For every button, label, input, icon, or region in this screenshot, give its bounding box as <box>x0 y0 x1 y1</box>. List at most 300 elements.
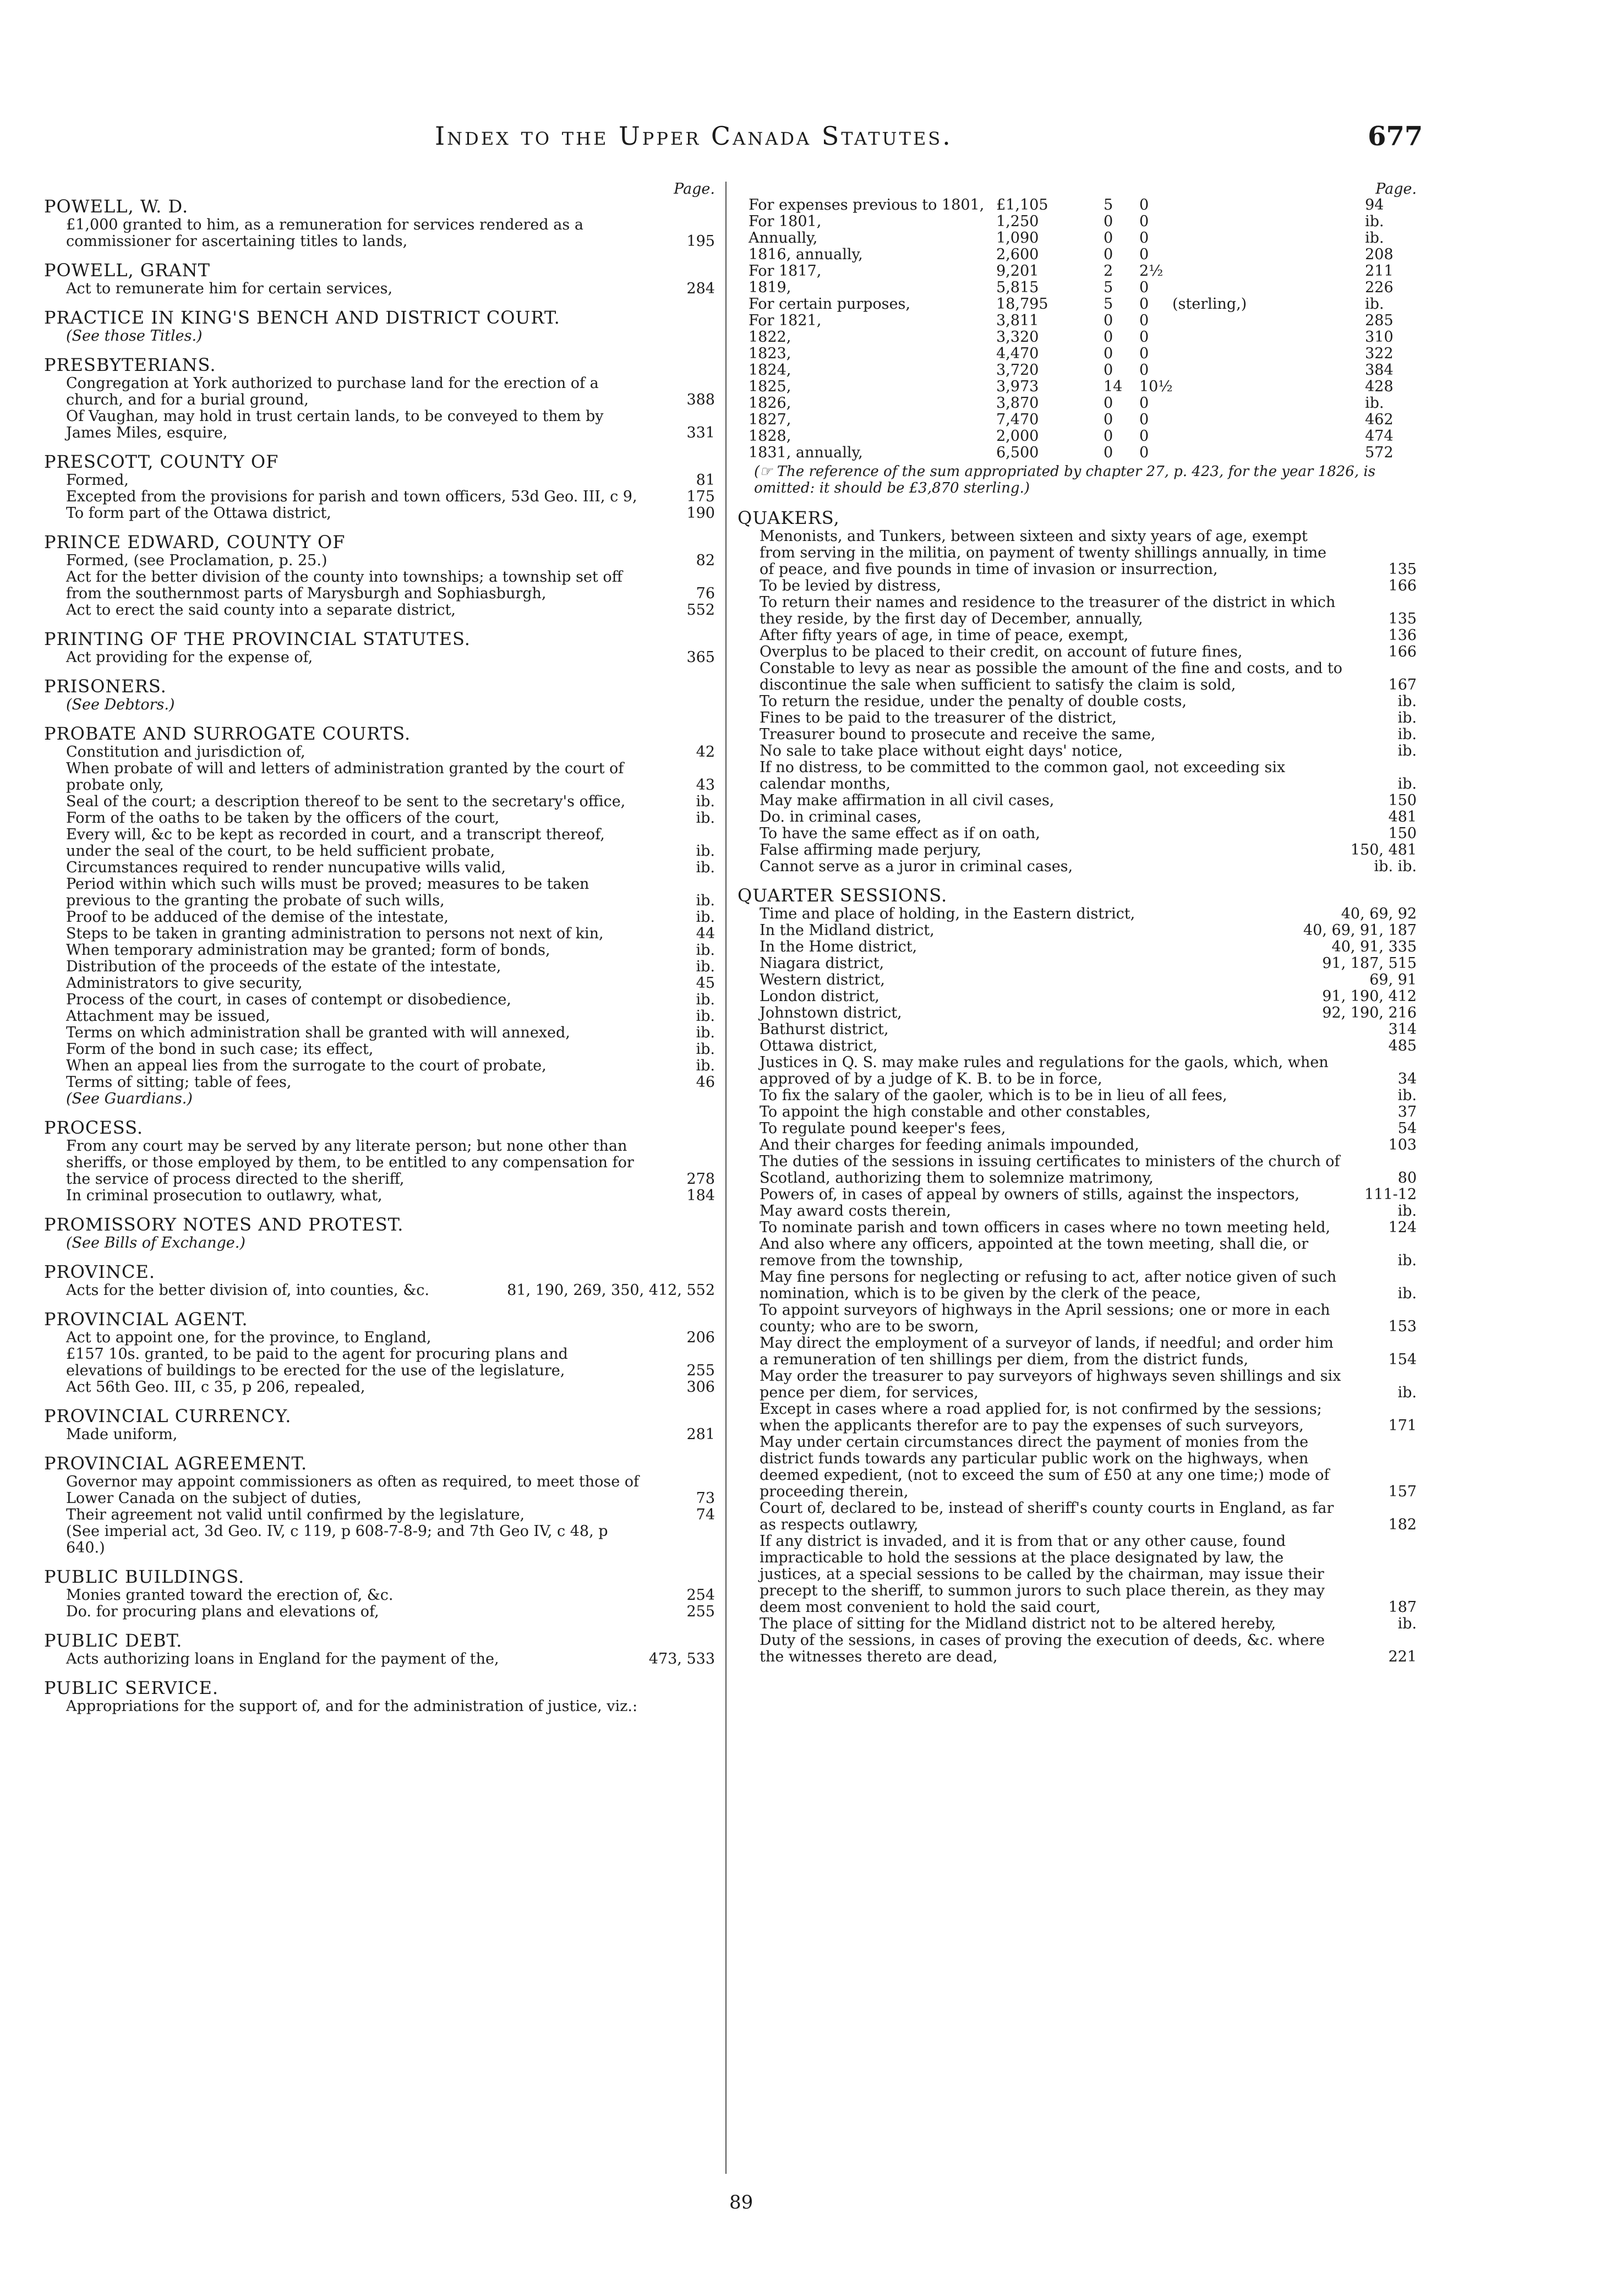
appropriations-note: (☞ The reference of the sum appropriated by chapter 27, p. 423, for the year 1826, is omitted: it should be £3,870 sterling.) <box>754 463 1375 496</box>
fin-amount: 2,600 <box>996 246 1039 263</box>
index-item <box>738 1087 1420 1104</box>
entry-heading: PROMISSORY NOTES AND PROTEST. <box>44 1214 404 1235</box>
item-text: May award costs therein, <box>760 1202 951 1220</box>
index-item <box>738 906 1420 922</box>
index-item <box>738 710 1420 726</box>
index-item <box>738 1368 1420 1401</box>
fin-label: 1819, <box>749 279 791 296</box>
index-item <box>738 627 1420 644</box>
appropriation-row <box>738 362 1420 379</box>
item-page: 190 <box>686 505 715 522</box>
item-text: In the Midland district, <box>760 922 935 939</box>
index-item <box>44 553 718 569</box>
item-page: 135 <box>1388 561 1417 578</box>
entry-heading: QUAKERS, <box>738 507 840 528</box>
fin-shillings: 5 <box>1104 279 1113 296</box>
index-item <box>738 528 1420 578</box>
item-text: Act to remunerate him for certain services, <box>66 280 393 297</box>
item-page: 206 <box>686 1329 715 1346</box>
index-item <box>44 505 718 522</box>
index-entry <box>44 1215 718 1251</box>
fin-shillings: 0 <box>1104 312 1113 329</box>
item-page: 80 <box>1397 1169 1417 1187</box>
index-entry <box>44 1631 718 1668</box>
item-page: 365 <box>686 649 715 666</box>
fin-pence: 0 <box>1139 229 1149 247</box>
index-item <box>738 1269 1420 1302</box>
item-page: ib. <box>696 1057 715 1074</box>
index-item <box>44 1698 718 1715</box>
index-entry <box>738 509 1420 875</box>
index-item <box>44 1058 718 1074</box>
index-item <box>44 761 718 794</box>
item-page: 331 <box>686 424 715 441</box>
item-text: Every will, &c to be kept as recorded in court, and a transcript thereof, under the seal of the court, to be held sufficient probate, <box>66 826 605 860</box>
index-item <box>44 1330 718 1346</box>
item-page: 69, 91 <box>1369 971 1417 988</box>
fin-amount: 6,500 <box>996 444 1039 461</box>
fin-pence: 10½ <box>1139 378 1173 395</box>
index-item <box>738 792 1420 809</box>
item-text: Attachment may be issued, <box>66 1008 270 1025</box>
index-item <box>738 1401 1420 1434</box>
index-entry <box>44 533 718 619</box>
index-item <box>738 1120 1420 1137</box>
item-page: 81, 190, 269, 350, 412, 552 <box>507 1282 715 1299</box>
index-item <box>738 1236 1420 1269</box>
index-entry <box>44 308 718 345</box>
item-page: 284 <box>686 280 715 297</box>
index-item <box>44 1604 718 1620</box>
fin-pence: 0 <box>1139 312 1149 329</box>
appropriation-row <box>738 329 1420 346</box>
item-text: Cannot serve as a juror in criminal cases, <box>760 858 1073 875</box>
item-page: 195 <box>686 233 715 250</box>
fin-page: ib. <box>1365 213 1384 230</box>
appropriation-row <box>738 379 1420 395</box>
item-text: Do. in criminal cases, <box>760 808 922 826</box>
fin-shillings: 0 <box>1104 246 1113 263</box>
entry-heading: PRACTICE IN KING'S BENCH AND DISTRICT COURT. <box>44 307 560 328</box>
item-text: When probate of will and letters of administration granted by the court of probate only, <box>66 760 624 794</box>
index-item <box>44 1138 718 1188</box>
item-page: 136 <box>1388 627 1417 644</box>
index-item <box>738 743 1420 759</box>
fin-pence: 0 <box>1139 428 1149 445</box>
right-column <box>738 182 1420 2197</box>
item-page: 111-12 <box>1364 1186 1417 1203</box>
fin-shillings: 0 <box>1104 428 1113 445</box>
item-text: To form part of the Ottawa district, <box>66 505 331 522</box>
fin-shillings: 0 <box>1104 329 1113 346</box>
index-entry <box>738 886 1420 1665</box>
item-page: ib. <box>1397 1202 1417 1220</box>
index-item <box>738 1632 1420 1665</box>
index-item <box>738 922 1420 939</box>
index-item <box>738 955 1420 972</box>
index-entry <box>44 1679 718 1715</box>
item-page: 40, 69, 92 <box>1341 905 1417 922</box>
item-text: Form of the bond in such case; its effect, <box>66 1041 374 1058</box>
index-item <box>738 1154 1420 1187</box>
fin-amount: 7,470 <box>996 411 1039 428</box>
item-text: Period within which such wills must be proved; measures to be taken previous to the granting the probate of such wills, <box>66 876 589 909</box>
fin-pence: 0 <box>1139 395 1149 412</box>
item-text: Formed, (see Proclamation, p. 25.) <box>66 552 327 569</box>
item-page: 187 <box>1388 1599 1417 1616</box>
item-page: ib. <box>1397 742 1417 759</box>
item-text: £157 10s. granted, to be paid to the agent for procuring plans and elevations of buildings to be erected for the use of the legislature, <box>66 1346 568 1379</box>
item-text: When an appeal lies from the surrogate to the court of probate, <box>66 1057 547 1074</box>
item-text: To return their names and residence to the treasurer of the district in which they reside, by the first day of December, annually, <box>760 594 1336 627</box>
item-text: Proof to be adduced of the demise of the intestate, <box>66 909 449 926</box>
item-text: To regulate pound keeper's fees, <box>760 1120 1006 1137</box>
item-text: Terms on which administration shall be granted with will annexed, <box>66 1024 570 1041</box>
fin-pence: 0 <box>1139 213 1149 230</box>
fin-label: For 1801, <box>749 213 822 230</box>
fin-amount: £1,105 <box>996 196 1048 214</box>
item-page: 166 <box>1388 643 1417 660</box>
item-text: Monies granted toward the erection of, &c. <box>66 1587 394 1604</box>
fin-shillings: 0 <box>1104 362 1113 379</box>
index-item <box>44 1426 718 1443</box>
item-text: Governor may appoint commissioners as often as required, to meet those of Lower Canada on the subject of duties, <box>66 1473 640 1507</box>
appropriation-row <box>738 230 1420 247</box>
item-page: ib. <box>696 843 715 860</box>
appropriation-row <box>738 247 1420 263</box>
item-text: Distribution of the proceeds of the estate of the intestate, <box>66 958 501 975</box>
index-item <box>44 1282 718 1299</box>
index-item <box>738 1054 1420 1087</box>
item-text: May make affirmation in all civil cases, <box>760 792 1055 809</box>
entry-heading: POWELL, GRANT <box>44 260 210 281</box>
index-item <box>738 1533 1420 1616</box>
item-text: Do. for procuring plans and elevations of, <box>66 1603 379 1620</box>
item-text: Fines to be paid to the treasurer of the district, <box>760 709 1117 726</box>
item-text: To appoint surveyors of highways in the April sessions; one or more in each county; who are to be sworn, <box>760 1302 1330 1335</box>
index-entry <box>44 1118 718 1204</box>
item-text: Time and place of holding, in the Eastern district, <box>760 905 1135 922</box>
item-page: 255 <box>686 1362 715 1379</box>
item-text: Justices in Q. S. may make rules and regulations for the gaols, which, when approved of by a judge of K. B. to be in force, <box>760 1054 1329 1087</box>
item-page: 34 <box>1397 1070 1417 1087</box>
item-text: Menonists, and Tunkers, between sixteen and sixty years of age, exempt from serving in the militia, on payment of twenty shillings annually, in time of peace, and five pounds in time of invasion or insurrection, <box>760 528 1327 578</box>
item-page: 103 <box>1388 1136 1417 1154</box>
item-page: 153 <box>1388 1318 1417 1335</box>
fin-page: ib. <box>1365 395 1384 412</box>
fin-shillings: 5 <box>1104 296 1113 313</box>
item-page: 150, 481 <box>1350 841 1417 859</box>
index-entry <box>44 677 718 713</box>
index-item <box>738 578 1420 594</box>
entry-heading: PROVINCIAL CURRENCY. <box>44 1406 292 1426</box>
fin-label: 1824, <box>749 362 791 379</box>
item-page: ib. <box>1397 1615 1417 1632</box>
item-page: 40, 69, 91, 187 <box>1303 922 1417 939</box>
fin-label: 1826, <box>749 395 791 412</box>
item-page: 43 <box>696 777 715 794</box>
index-item <box>44 975 718 992</box>
index-item <box>44 217 718 250</box>
item-text: And their charges for feeding animals impounded, <box>760 1136 1139 1154</box>
item-text: Powers of, in cases of appeal by owners of stills, against the inspectors, <box>760 1186 1300 1203</box>
item-page: 388 <box>686 391 715 408</box>
item-page: 124 <box>1388 1219 1417 1236</box>
item-page: 278 <box>686 1171 715 1188</box>
appropriations-table <box>738 197 1420 461</box>
item-page: 92, 190, 216 <box>1322 1004 1417 1021</box>
index-item <box>44 408 718 441</box>
fin-pence: 2½ <box>1139 263 1164 280</box>
fin-amount: 1,250 <box>996 213 1039 230</box>
index-item <box>44 1008 718 1025</box>
item-text: No sale to take place without eight days' notice, <box>760 742 1123 759</box>
item-page: 44 <box>696 925 715 942</box>
item-page: ib. <box>696 942 715 959</box>
fin-shillings: 0 <box>1104 213 1113 230</box>
item-page: ib. <box>1397 775 1417 792</box>
index-item <box>738 809 1420 826</box>
item-page: 150 <box>1388 825 1417 842</box>
index-item <box>44 1025 718 1041</box>
item-page: ib. <box>696 859 715 876</box>
index-item <box>738 1203 1420 1220</box>
item-text: If no distress, to be committed to the common gaol, not exceeding six calendar months, <box>760 759 1286 792</box>
item-page: ib. <box>1397 693 1417 710</box>
entry-heading: PROCESS. <box>44 1117 144 1138</box>
appropriation-row <box>738 197 1420 214</box>
see-reference: (See Debtors.) <box>66 696 175 713</box>
entry-heading: PRISONERS. <box>44 676 167 697</box>
item-page: 46 <box>696 1074 715 1091</box>
item-page: 135 <box>1388 610 1417 627</box>
index-item <box>44 959 718 975</box>
index-item <box>44 942 718 959</box>
fin-pence: 0 <box>1139 345 1149 362</box>
entry-heading: QUARTER SESSIONS. <box>738 885 948 906</box>
fin-label: 1827, <box>749 411 791 428</box>
fin-amount: 3,320 <box>996 329 1039 346</box>
item-text: To appoint the high constable and other constables, <box>760 1103 1151 1120</box>
item-page: ib. <box>696 810 715 827</box>
item-text: Steps to be taken in granting administration to persons not next of kin, <box>66 925 604 942</box>
fin-pence: 0 <box>1139 196 1149 214</box>
fin-pence: 0 <box>1139 329 1149 346</box>
index-item <box>44 1587 718 1604</box>
index-entry <box>44 724 718 1107</box>
entry-heading: PUBLIC DEBT. <box>44 1630 183 1651</box>
index-entry <box>44 1310 718 1396</box>
item-text: To return the residue, under the penalty of double costs, <box>760 693 1187 710</box>
index-entry <box>44 1262 718 1299</box>
entry-heading: PRINCE EDWARD, COUNTY OF <box>44 532 346 553</box>
fin-page: ib. <box>1365 229 1384 247</box>
item-page: 485 <box>1388 1037 1417 1054</box>
fin-label: Annually, <box>749 229 818 247</box>
item-page: 184 <box>686 1187 715 1204</box>
item-text: If any district is invaded, and it is from that or any other cause, found impracticable to hold the sessions at the place designated by law, the justices, at a special sessions to be called by the chairman, may issue their precept to the sheriff, to summon jurors to such place therein, as they may deem most convenient to hold the said court, <box>760 1533 1325 1616</box>
item-page: 166 <box>1388 577 1417 594</box>
entry-heading: PROBATE AND SURROGATE COURTS. <box>44 723 411 744</box>
appropriation-row <box>738 313 1420 329</box>
entry-heading: PRINTING OF THE PROVINCIAL STATUTES. <box>44 628 471 649</box>
item-text: Formed, <box>66 472 129 489</box>
index-item <box>44 1346 718 1379</box>
item-text: Niagara district, <box>760 955 884 972</box>
item-page: ib. <box>696 991 715 1008</box>
item-text: In the Home district, <box>760 938 918 955</box>
item-page: 254 <box>686 1587 715 1604</box>
appropriation-row <box>738 395 1420 412</box>
fin-amount: 3,973 <box>996 378 1039 395</box>
item-page: ib. <box>696 909 715 926</box>
item-page: ib. <box>1397 709 1417 726</box>
item-text: Of Vaughan, may hold in trust certain lands, to be conveyed to them by James Miles, esquire, <box>66 408 604 441</box>
fin-pence: 0 <box>1139 296 1149 313</box>
item-text: Johnstown district, <box>760 1004 902 1021</box>
index-item <box>44 649 718 666</box>
fin-label: For certain purposes, <box>749 296 910 313</box>
item-text: Acts for the better division of, into counties, &c. <box>66 1282 429 1299</box>
fin-page: 428 <box>1365 378 1394 395</box>
index-item <box>44 375 718 408</box>
fin-label: 1816, annually, <box>749 246 863 263</box>
fin-shillings: 0 <box>1104 444 1113 461</box>
index-entry <box>44 197 718 250</box>
entry-heading: PUBLIC SERVICE. <box>44 1677 219 1698</box>
entry-heading: PRESBYTERIANS. <box>44 354 216 375</box>
item-page: ib. <box>696 892 715 909</box>
item-page: 150 <box>1388 792 1417 809</box>
item-page: 42 <box>696 744 715 761</box>
fin-amount: 3,720 <box>996 362 1039 379</box>
index-item <box>44 860 718 876</box>
entry-heading: POWELL, W. D. <box>44 196 189 217</box>
fin-page: 384 <box>1365 362 1394 379</box>
item-page: 314 <box>1388 1021 1417 1038</box>
item-page: ib. <box>696 1041 715 1058</box>
fin-pence: 0 <box>1139 444 1149 461</box>
page-column-label: Page. <box>1375 181 1417 198</box>
index-item <box>738 988 1420 1005</box>
item-text: And also where any officers, appointed at the town meeting, shall die, or remove from the township, <box>760 1236 1309 1269</box>
item-text: Overplus to be placed to their credit, on account of future fines, <box>760 643 1243 660</box>
index-item <box>738 842 1420 859</box>
item-text: Acts authorizing loans in England for the payment of the, <box>66 1650 499 1668</box>
fin-label: For 1817, <box>749 263 822 280</box>
page-column-label: Page. <box>674 181 715 198</box>
index-item <box>738 1005 1420 1021</box>
item-page: ib. <box>1397 1087 1417 1104</box>
item-text: (See imperial act, 3d Geo. IV, c 119, p 608-7-8-9; and 7th Geo IV, c 48, p 640.) <box>66 1523 608 1556</box>
fin-page: 572 <box>1365 444 1394 461</box>
item-page: 37 <box>1397 1103 1417 1120</box>
item-text: Congregation at York authorized to purchase land for the erection of a church, and for a burial ground, <box>66 375 599 408</box>
index-item <box>44 1507 718 1523</box>
index-item <box>44 876 718 909</box>
appropriation-row <box>738 280 1420 296</box>
appropriation-row <box>738 214 1420 230</box>
index-item <box>738 1187 1420 1203</box>
entry-heading: PROVINCIAL AGENT. <box>44 1309 248 1330</box>
fin-label: For 1821, <box>749 312 822 329</box>
fin-amount: 1,090 <box>996 229 1039 247</box>
index-item <box>738 759 1420 792</box>
item-text: Form of the oaths to be taken by the officers of the court, <box>66 810 500 827</box>
index-item <box>44 794 718 810</box>
fin-label: For expenses previous to 1801, <box>749 196 985 214</box>
index-item <box>738 1616 1420 1632</box>
item-text: Except in cases where a road applied for, is not confirmed by the sessions; when the applicants therefor are to pay the expenses of such surveyors, <box>760 1401 1322 1434</box>
index-item <box>738 859 1420 875</box>
item-page: 91, 190, 412 <box>1322 988 1417 1005</box>
index-item <box>44 744 718 761</box>
fin-page: 208 <box>1365 246 1394 263</box>
item-text: Act 56th Geo. III, c 35, p 206, repealed, <box>66 1379 365 1396</box>
fin-label: 1825, <box>749 378 791 395</box>
item-page: 54 <box>1397 1120 1417 1137</box>
index-entry <box>44 452 718 522</box>
index-item <box>738 1335 1420 1368</box>
fin-shillings: 14 <box>1104 378 1123 395</box>
index-item <box>44 1041 718 1058</box>
item-text: Administrators to give security, <box>66 975 303 992</box>
item-page: 171 <box>1388 1417 1417 1434</box>
item-text: Their agreement not valid until confirmed by the legislature, <box>66 1506 525 1523</box>
page-number: 677 <box>1368 121 1423 152</box>
appropriation-row <box>738 428 1420 445</box>
item-page: 74 <box>696 1506 715 1523</box>
see-reference: (See Bills of Exchange.) <box>66 1234 245 1251</box>
fin-pence: 0 <box>1139 362 1149 379</box>
item-text: May direct the employment of a surveyor of lands, if needful; and order him a remuneration of ten shillings per diem, from the district funds, <box>760 1335 1334 1368</box>
item-text: Treasurer bound to prosecute and receive the same, <box>760 726 1156 743</box>
item-page: 481 <box>1388 808 1417 826</box>
fin-shillings: 0 <box>1104 229 1113 247</box>
item-page: 40, 91, 335 <box>1331 938 1417 955</box>
fin-amount: 18,795 <box>996 296 1048 313</box>
item-page: 167 <box>1388 676 1417 693</box>
fin-page: 211 <box>1365 263 1394 280</box>
item-text: Western district, <box>760 971 885 988</box>
index-item <box>738 644 1420 660</box>
item-page: ib. <box>696 1008 715 1025</box>
item-text: The duties of the sessions in issuing certificates to ministers of the church of Scotland, authorizing them to solemnize matrimony, <box>760 1153 1340 1187</box>
index-item <box>738 1434 1420 1500</box>
index-item <box>44 489 718 505</box>
item-page: 91, 187, 515 <box>1322 955 1417 972</box>
fin-page: ib. <box>1365 296 1384 313</box>
entry-heading: PROVINCIAL AGREEMENT. <box>44 1453 308 1474</box>
entry-heading: PRESCOTT, COUNTY OF <box>44 451 279 472</box>
index-item <box>44 926 718 942</box>
item-text: Act for the better division of the county into townships; a township set off from the southernmost parts of Marysburgh and Sophiasburgh, <box>66 568 622 602</box>
item-page: 552 <box>686 602 715 619</box>
item-text: Constable to levy as near as possible the amount of the fine and costs, and to discontinue the sale when sufficient to satisfy the claim is sold, <box>760 660 1342 693</box>
appropriation-row <box>738 346 1420 362</box>
fin-shillings: 2 <box>1104 263 1113 280</box>
item-page: ib. ib. <box>1374 858 1417 875</box>
item-text: To fix the salary of the gaoler, which is to be in lieu of all fees, <box>760 1087 1227 1104</box>
fin-page: 310 <box>1365 329 1394 346</box>
entry-heading: PUBLIC BUILDINGS. <box>44 1566 245 1587</box>
item-page: ib. <box>696 1024 715 1041</box>
item-page: 45 <box>696 975 715 992</box>
item-page: 73 <box>696 1490 715 1507</box>
fin-pence: 0 <box>1139 246 1149 263</box>
column-rule <box>725 182 727 2174</box>
item-text: May under certain circumstances direct the payment of monies from the district funds towards any particular public work on the highways, when deemed expedient, (not to exceed the sum of £50 at any one time;) mode of proceeding therein, <box>760 1434 1330 1500</box>
